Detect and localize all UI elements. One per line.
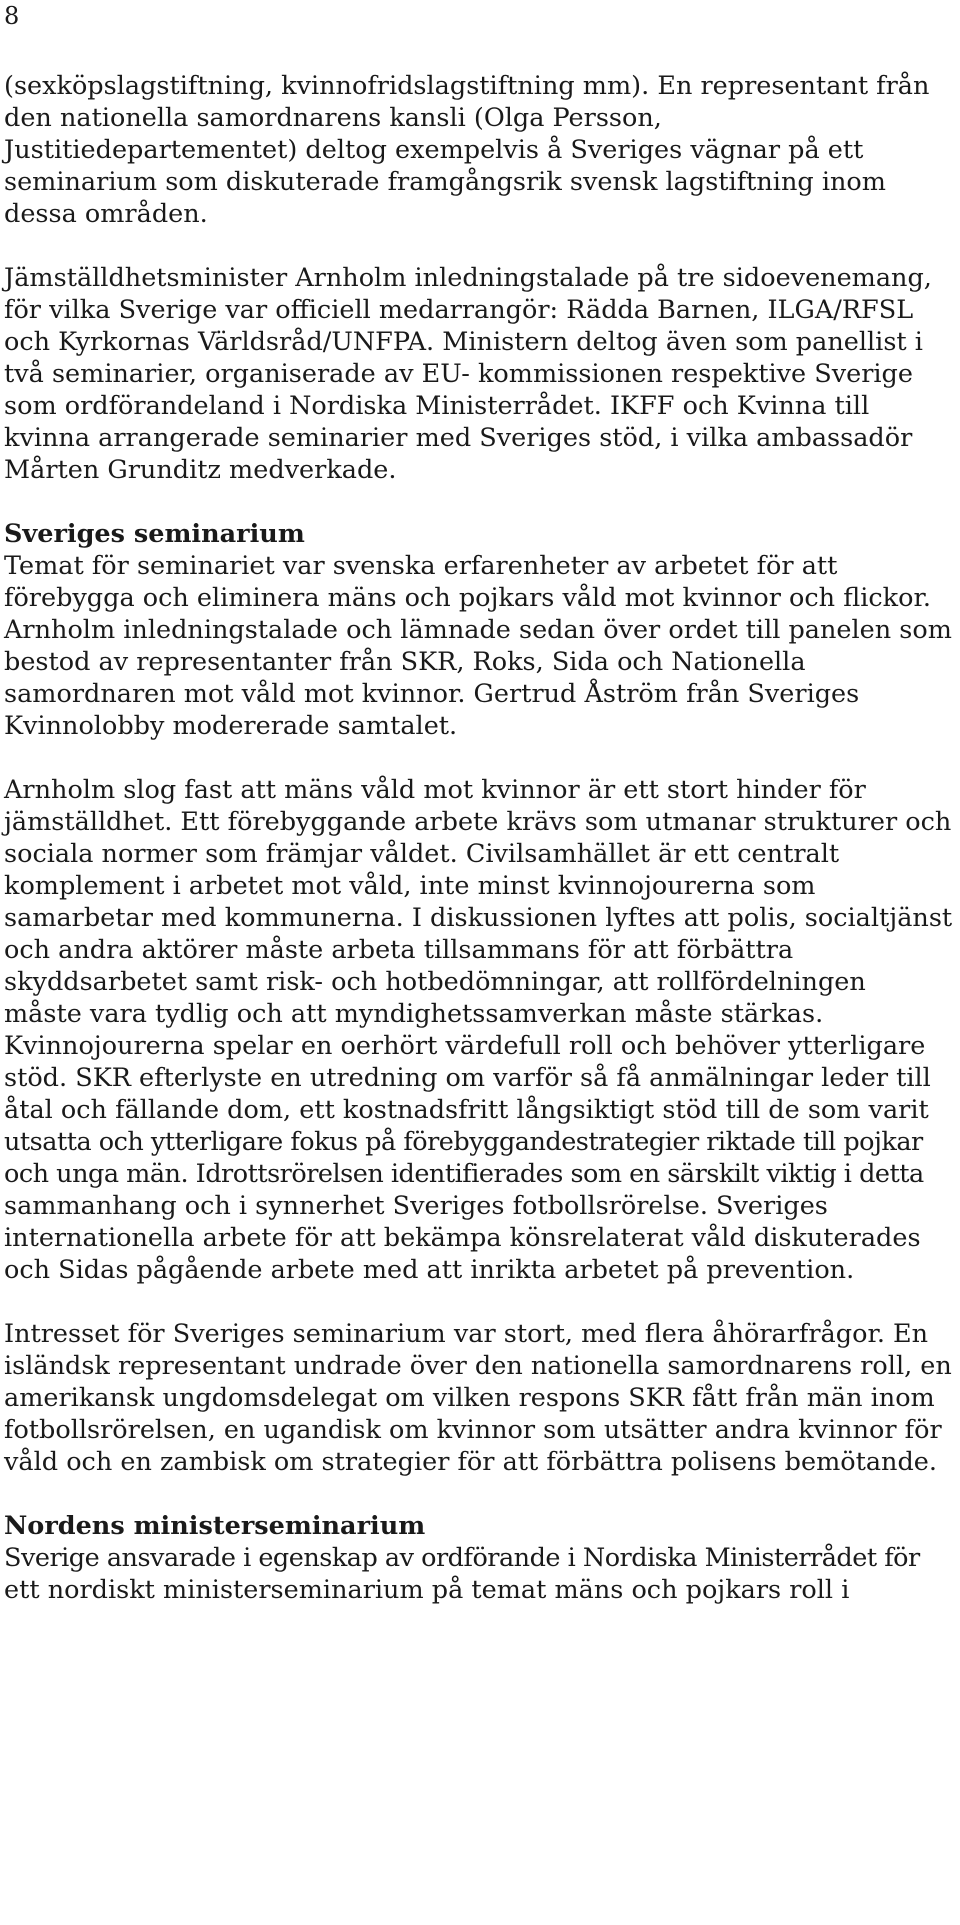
text-line: och Sidas pågående arbete med att inrikta arbetet på prevention. <box>4 1255 855 1285</box>
text-line: amerikansk ungdomsdelegat om vilken respons SKR fått från män inom <box>4 1383 935 1413</box>
paragraph <box>4 70 954 230</box>
text-line: för vilka Sverige var officiell medarrangör: Rädda Barnen, ILGA/RFSL <box>4 295 914 325</box>
text-line: kvinna arrangerade seminarier med Sveriges stöd, i vilka ambassadör <box>4 423 913 453</box>
text-line: våld och en zambisk om strategier för att förbättra polisens bemötande. <box>4 1447 937 1477</box>
text-line: isländsk representant undrade över den nationella samordnarens roll, en <box>4 1351 952 1381</box>
section-heading: Sveriges seminarium <box>4 519 305 549</box>
text-line: (sexköpslagstiftning, kvinnofridslagstiftning mm). En representant från <box>4 71 930 101</box>
text-line: Sverige ansvarade i egenskap av ordförande i Nordiska Ministerrådet för <box>4 1543 920 1573</box>
text-line: sociala normer som främjar våldet. Civilsamhället är ett centralt <box>4 839 840 869</box>
text-line: sammanhang och i synnerhet Sveriges fotbollsrörelse. Sveriges <box>4 1191 828 1221</box>
text-line: och andra aktörer måste arbeta tillsammans för att förbättra <box>4 935 794 965</box>
text-line: och unga män. Idrottsrörelsen identifierades som en särskilt viktig i detta <box>4 1159 924 1189</box>
text-line: samordnaren mot våld mot kvinnor. Gertrud Åström från Sveriges <box>4 679 860 709</box>
page-number: 8 <box>4 2 20 30</box>
text-line: Arnholm inledningstalade och lämnade sedan över ordet till panelen som <box>4 615 952 645</box>
paragraph <box>4 1318 954 1478</box>
text-line: jämställdhet. Ett förebyggande arbete krävs som utmanar strukturer och <box>4 807 952 837</box>
paragraph <box>4 262 954 486</box>
text-line: utsatta och ytterligare fokus på förebyggandestrategier riktade till pojkar <box>4 1127 923 1157</box>
section <box>4 1510 954 1606</box>
text-line: som ordförandeland i Nordiska Ministerrådet. IKFF och Kvinna till <box>4 391 870 421</box>
section-heading: Nordens ministerseminarium <box>4 1511 426 1541</box>
text-line: dessa områden. <box>4 199 208 229</box>
text-line: Kvinnolobby modererade samtalet. <box>4 711 458 741</box>
paragraph <box>4 774 954 1286</box>
text-line: den nationella samordnarens kansli (Olga Persson, <box>4 103 662 133</box>
text-line: Temat för seminariet var svenska erfarenheter av arbetet för att <box>4 551 838 581</box>
text-line: förebygga och eliminera mäns och pojkars våld mot kvinnor och flickor. <box>4 583 931 613</box>
text-line: Justitiedepartementet) deltog exempelvis å Sveriges vägnar på ett <box>4 135 864 165</box>
text-line: seminarium som diskuterade framgångsrik svensk lagstiftning inom <box>4 167 886 197</box>
text-line: Arnholm slog fast att mäns våld mot kvinnor är ett stort hinder för <box>4 775 866 805</box>
text-line: fotbollsrörelsen, en ugandisk om kvinnor som utsätter andra kvinnor för <box>4 1415 942 1445</box>
section <box>4 518 954 742</box>
text-line: måste vara tydlig och att myndighetssamverkan måste stärkas. <box>4 999 824 1029</box>
text-line: stöd. SKR efterlyste en utredning om varför så få anmälningar leder till <box>4 1063 931 1093</box>
text-line: bestod av representanter från SKR, Roks, Sida och Nationella <box>4 647 806 677</box>
text-line: och Kyrkornas Världsråd/UNFPA. Ministern deltog även som panellist i <box>4 327 923 357</box>
document-body <box>4 70 954 1606</box>
text-line: två seminarier, organiserade av EU- kommissionen respektive Sverige <box>4 359 913 389</box>
text-line: Intresset för Sveriges seminarium var stort, med flera åhörarfrågor. En <box>4 1319 929 1349</box>
text-line: skyddsarbetet samt risk- och hotbedömningar, att rollfördelningen <box>4 967 866 997</box>
text-line: Jämställdhetsminister Arnholm inledningstalade på tre sidoevenemang, <box>4 263 932 293</box>
text-line: åtal och fällande dom, ett kostnadsfritt långsiktigt stöd till de som varit <box>4 1095 929 1125</box>
text-line: Mårten Grunditz medverkade. <box>4 455 397 485</box>
text-line: samarbetar med kommunerna. I diskussionen lyftes att polis, socialtjänst <box>4 903 953 933</box>
text-line: Kvinnojourerna spelar en oerhört värdefull roll och behöver ytterligare <box>4 1031 926 1061</box>
text-line: internationella arbete för att bekämpa könsrelaterat våld diskuterades <box>4 1223 921 1253</box>
text-line: komplement i arbetet mot våld, inte minst kvinnojourerna som <box>4 871 816 901</box>
text-line: ett nordiskt ministerseminarium på temat mäns och pojkars roll i <box>4 1575 850 1605</box>
